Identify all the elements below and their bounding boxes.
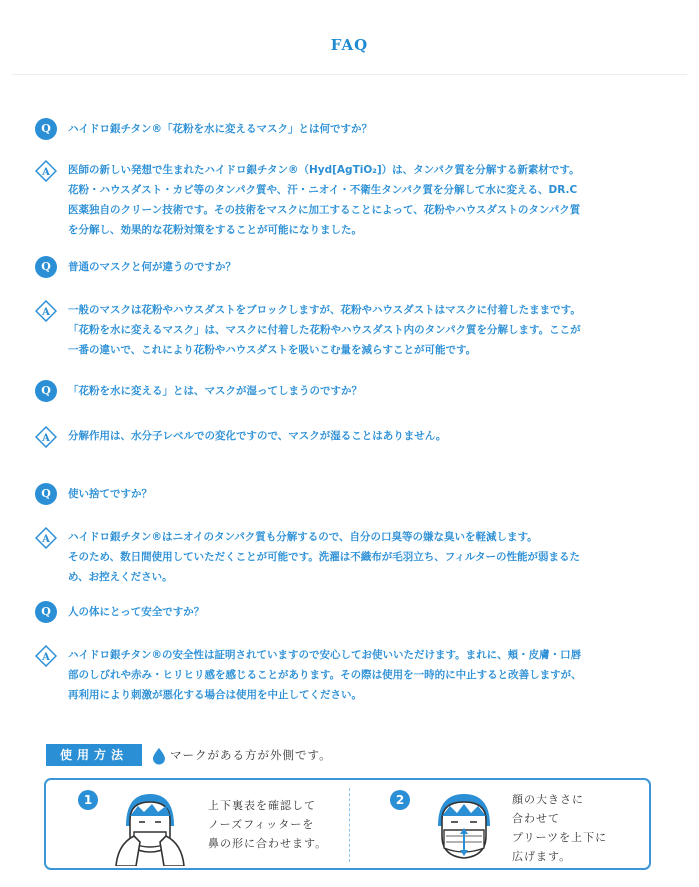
step-divider <box>349 788 350 862</box>
step-number: 1 <box>78 790 98 810</box>
answer-line: 医薬独自のクリーン技術です。その技術をマスクに加工することによって、花粉やハウスダストのタンパク質 <box>68 204 581 216</box>
question-text: 使い捨てですか？ <box>68 488 152 500</box>
question-text: 「花粉を水に変える」とは、マスクが湿ってしまうのですか？ <box>68 385 362 397</box>
usage-label: 使用方法 <box>46 744 142 766</box>
answer-line: 一番の違いで、これにより花粉やハウスダストを吸いこむ量を減らすことが可能です。 <box>68 344 477 356</box>
droplet-icon <box>151 747 167 765</box>
answer-line: 一般のマスクは花粉やハウスダストをブロックしますが、花粉やハウスダストはマスクに付着したままです。 <box>68 304 581 316</box>
step-text <box>208 796 327 853</box>
step-text <box>512 790 607 866</box>
step1-illustration <box>108 786 192 866</box>
step-line: 広げます。 <box>512 850 572 863</box>
answer-line: そのため、数日間使用していただくことが可能です。洗濯は不織布が毛羽立ち、フィルターの性能が弱まるた <box>68 551 580 563</box>
answer-line: を分解し、効果的な花粉対策をすることが可能になりました。 <box>68 224 362 236</box>
q-icon: Q <box>35 118 57 140</box>
answer-line: 部のしびれや赤み・ヒリヒリ感を感じることがあります。その際は使用を一時的に中止すると改善しますが、 <box>68 669 582 681</box>
answer-line: 「花粉を水に変えるマスク」は、マスクに付着した花粉やハウスダスト内のタンパク質を分解します。ここが <box>68 324 581 336</box>
svg-text:A: A <box>42 534 50 545</box>
step-line: 鼻の形に合わせます。 <box>208 837 328 850</box>
step-line: 顔の大きさに <box>512 793 584 806</box>
q-icon: Q <box>35 483 57 505</box>
answer-line: 分解作用は、水分子レベルでの変化ですので、マスクが湿ることはありません。 <box>68 430 447 442</box>
question-text: 人の体にとって安全ですか？ <box>68 606 205 618</box>
answer-line: め、お控えください。 <box>68 571 173 583</box>
answer-line: ハイドロ銀チタン®の安全性は証明されていますので安心してお使いいただけます。まれに、頬・皮膚・口唇 <box>68 649 582 661</box>
answer-text <box>68 527 668 587</box>
svg-text:A: A <box>42 167 50 178</box>
faq-header <box>0 0 699 74</box>
answer-text <box>68 426 668 446</box>
question-text: ハイドロ銀チタン®「花粉を水に変えるマスク」とは何ですか？ <box>68 123 372 135</box>
a-icon <box>35 645 57 667</box>
svg-text:A: A <box>42 433 50 444</box>
step-line: 合わせて <box>512 812 560 825</box>
answer-line: 医師の新しい発想で生まれたハイドロ銀チタン®（Hyd[AgTiO₂]）は、タンパク質を分解する新素材です。 <box>68 164 580 176</box>
answer-line: 花粉・ハウスダスト・カビ等のタンパク質や、汗・ニオイ・不衛生タンパク質を分解して水に変える、DR.C <box>68 184 578 196</box>
svg-text:A: A <box>42 652 50 663</box>
q-icon: Q <box>35 256 57 278</box>
answer-line: 再利用により刺激が悪化する場合は使用を中止してください。 <box>68 689 362 701</box>
step2-illustration <box>426 786 502 866</box>
q-icon: Q <box>35 380 57 402</box>
page-title: FAQ <box>330 36 369 54</box>
answer-text <box>68 160 668 240</box>
usage-note: マークがある方が外側です。 <box>170 748 332 762</box>
q-icon: Q <box>35 601 57 623</box>
a-icon <box>35 426 57 448</box>
header-divider <box>12 74 687 75</box>
a-icon <box>35 300 57 322</box>
answer-text <box>68 300 668 360</box>
step-line: 上下裏表を確認して <box>208 799 316 812</box>
step-line: ノーズフィッターを <box>208 818 315 831</box>
a-icon <box>35 160 57 182</box>
svg-text:A: A <box>42 307 50 318</box>
answer-line: ハイドロ銀チタン®はニオイのタンパク質も分解するので、自分の口臭等の嫌な臭いを軽減します。 <box>68 531 538 543</box>
step-number: 2 <box>390 790 410 810</box>
answer-text <box>68 645 668 705</box>
a-icon <box>35 527 57 549</box>
step-line: プリーツを上下に <box>512 831 608 844</box>
question-text: 普通のマスクと何が違うのですか？ <box>68 261 236 273</box>
usage-steps-panel <box>44 778 651 870</box>
